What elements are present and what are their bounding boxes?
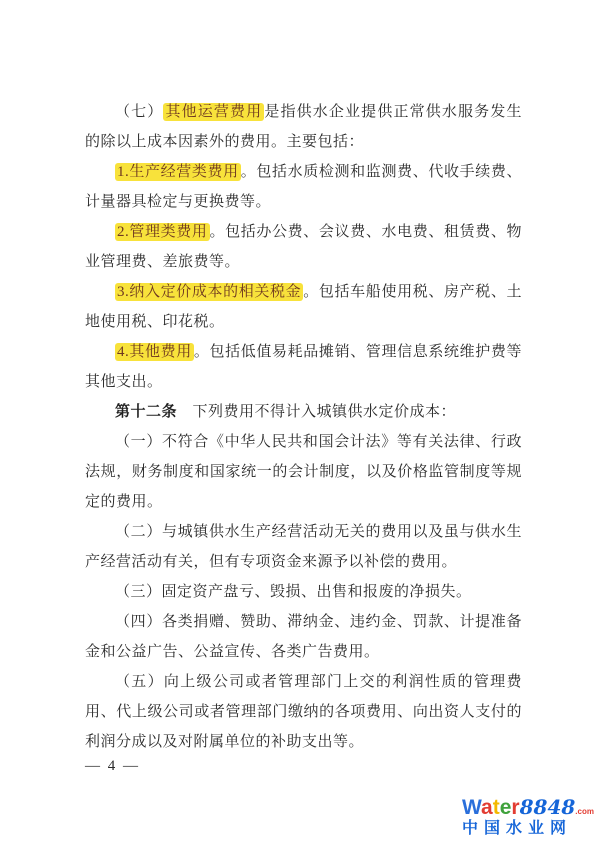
text-segment: （二）与城镇供水生产经营活动无关的费用以及虽与供水生产经营活动有关，但有专项资金来源予以补偿的费用。 — [85, 524, 522, 570]
paragraph — [85, 157, 522, 217]
page-number: — 4 — — [85, 758, 140, 774]
text-segment: （一）不符合《中华人民共和国会计法》等有关法律、行政法规，财务制度和国家统一的会计制度，以及价格监管制度等规定的费用。 — [85, 434, 522, 510]
highlighted-text: 4.其他费用 — [117, 344, 192, 360]
text-segment: （五）向上级公司或者管理部门上交的利润性质的管理费用、代上级公司或者管理部门缴纳的各项费用、向出资人支付的利润分成以及对附属单位的补助支出等。 — [85, 674, 522, 750]
highlighted-text: 3.纳入定价成本的相关税金 — [117, 284, 302, 300]
highlighted-text: 其他运营费用 — [165, 104, 263, 120]
paragraph — [85, 337, 522, 397]
logo-wordmark — [462, 797, 594, 818]
paragraph — [85, 667, 522, 757]
highlighted-text: 2.管理类费用 — [117, 224, 208, 240]
text-segment: 是指供水企业提供正常供水服务发生的除以上成本因素外的费用。主要包括： — [85, 104, 522, 150]
paragraph — [85, 427, 522, 517]
logo-letter: W — [462, 796, 482, 819]
paragraph — [85, 217, 522, 277]
text-segment: 。包括车船使用税、房产税、土地使用税、印花税。 — [85, 284, 522, 330]
text-segment: 。包括低值易耗品摊销、管理信息系统维护费等其他支出。 — [85, 344, 522, 390]
text-segment: 下列费用不得计入城镇供水定价成本： — [177, 404, 457, 420]
highlighted-text: 1.生产经营类费用 — [117, 164, 239, 180]
logo-letter: t — [492, 796, 500, 819]
text-segment: 。包括办公费、会议费、水电费、租赁费、物业管理费、差旅费等。 — [85, 224, 522, 270]
logo-water-text — [462, 796, 520, 819]
paragraph — [85, 577, 522, 607]
paragraph — [85, 607, 522, 667]
clause-heading-text: 第十二条 — [115, 404, 178, 420]
paragraph — [85, 517, 522, 577]
logo-letter: e — [499, 796, 512, 819]
logo-8848-text: 8848 — [519, 795, 576, 819]
text-segment: （七） — [115, 104, 164, 120]
paragraph — [85, 277, 522, 337]
water8848-logo — [462, 797, 594, 837]
paragraph — [85, 397, 522, 427]
text-segment: （三）固定资产盘亏、毁损、出售和报废的净损失。 — [115, 584, 472, 600]
text-segment: （四）各类捐赠、赞助、滞纳金、违约金、罚款、计提准备金和公益广告、公益宣传、各类广告费用。 — [85, 614, 522, 660]
text-segment: 。包括水质检测和监测费、代收手续费、计量器具检定与更换费等。 — [85, 164, 522, 210]
logo-subtitle-chinese: 中国水业网 — [462, 820, 573, 837]
document-body — [85, 97, 522, 757]
paragraph — [85, 97, 522, 157]
logo-letter: r — [511, 796, 520, 819]
logo-com-text: .com — [575, 807, 594, 816]
logo-letter: a — [481, 796, 493, 819]
